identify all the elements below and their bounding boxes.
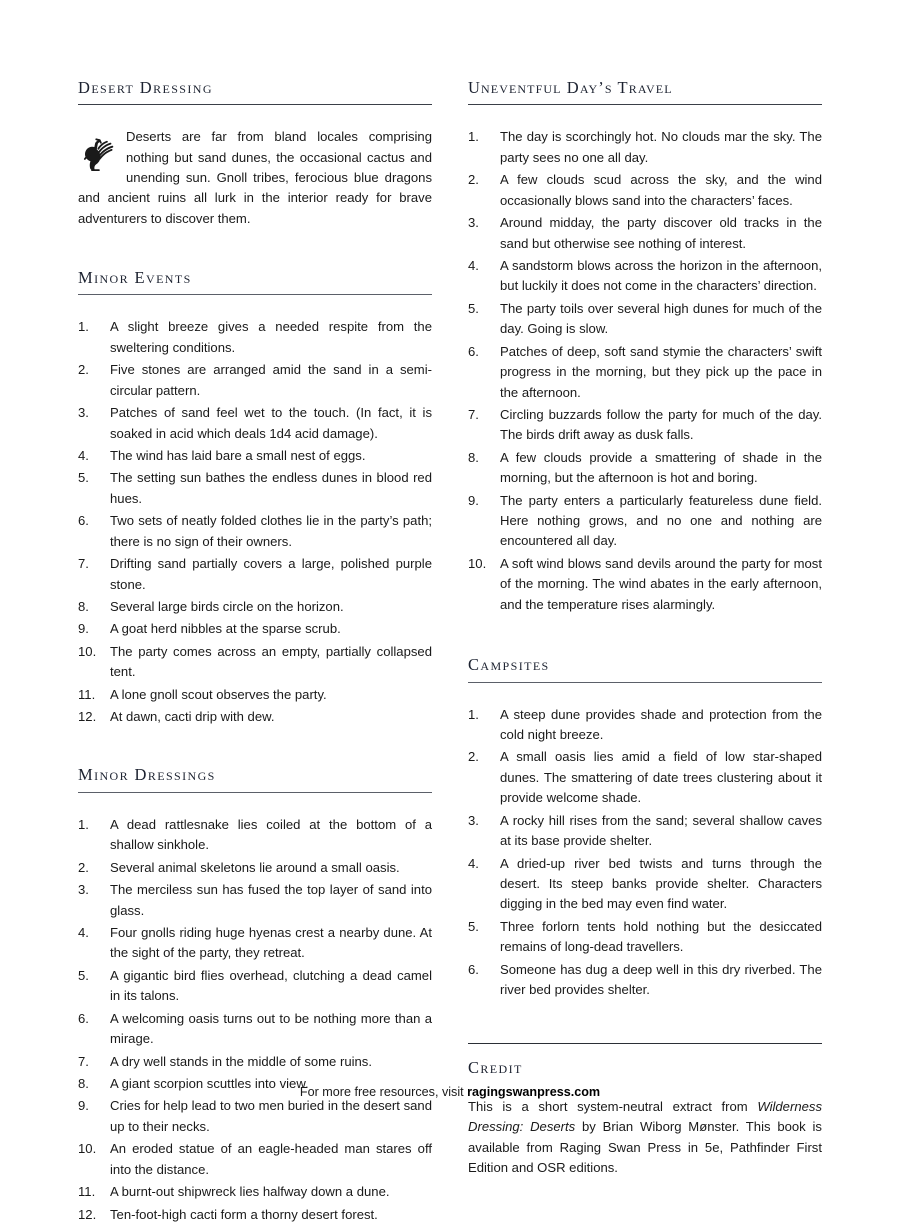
list-item: Patches of deep, soft sand stymie the characters’ swift progress in the morning, but they pick up the pace in the afternoon. (500, 343, 822, 400)
list-item: The wind has laid bare a small nest of eggs. (110, 447, 366, 463)
list-item: Someone has dug a deep well in this dry riverbed. The river bed provides shelter. (500, 961, 822, 998)
list-item: A welcoming oasis turns out to be nothing more than a mirage. (110, 1010, 432, 1047)
list-item: An eroded statue of an eagle-headed man stares off into the distance. (110, 1141, 432, 1177)
list-item: A soft wind blows sand devils around the party for most of the morning. The wind abates in the early afternoon, and the temperature rises alarmingly. (500, 555, 822, 612)
list-item: Two sets of neatly folded clothes lie in the party’s path; there is no sign of their owners. (110, 513, 432, 549)
list-item: The party enters a particularly featureless dune field. Here nothing grows, and no one and nothing are encountered all day. (500, 492, 822, 549)
list-item: Patches of sand feel wet to the touch. (In fact, it is soaked in acid which deals 1d4 acid damage). (110, 405, 432, 441)
list-item: Several large birds circle on the horizon. (110, 598, 344, 614)
list-item: Three forlorn tents hold nothing but the desiccated remains of long-dead travellers. (500, 918, 822, 955)
list-item: Around midday, the party discover old tracks in the sand but otherwise see nothing of interest. (500, 215, 822, 251)
list-item: A dead rattlesnake lies coiled at the bottom of a shallow sinkhole. (110, 816, 432, 853)
list-item: A steep dune provides shade and protection from the cold night breeze. (500, 706, 822, 743)
list-item: A dry well stands in the middle of some ruins. (110, 1053, 372, 1069)
list-item: Ten-foot-high cacti form a thorny desert forest. (110, 1206, 378, 1222)
list-item: The merciless sun has fused the top layer of sand into glass. (110, 882, 432, 918)
list-item: A lone gnoll scout observes the party. (110, 686, 327, 702)
spacer (78, 729, 432, 765)
list-item: Drifting sand partially covers a large, polished purple stone. (110, 556, 432, 592)
left-column (78, 78, 432, 1227)
minor-events-divider (78, 294, 432, 295)
uneventful-travel-list (468, 127, 822, 615)
minor-dressings-heading: Minor Dressings (78, 765, 216, 785)
desert-dressing-header (78, 78, 432, 105)
list-item: Circling buzzards follow the party for much of the day. The birds drift away as dusk falls. (500, 406, 822, 443)
credit-text-before: This is a short system-neutral extract from (468, 1099, 758, 1115)
two-column-layout (78, 78, 822, 1227)
list-item: A dried-up river bed twists and turns through the desert. Its steep banks provide shelter. Characters digging in the bed may even find water. (500, 855, 822, 912)
credit-heading: Credit (468, 1057, 523, 1077)
footer-website-link[interactable]: ragingswanpress.com (467, 1085, 601, 1099)
list-item: The party comes across an empty, partially collapsed tent. (110, 643, 432, 680)
list-item: Several animal skeletons lie around a small oasis. (110, 859, 400, 875)
spacer (468, 1003, 822, 1043)
list-item: A sandstorm blows across the horizon in the afternoon, but luckily it does not come in the characters’ direction. (500, 258, 822, 294)
list-item: A small oasis lies amid a field of low star-shaped dunes. The smattering of date trees clustering about it provide welcome shade. (500, 749, 822, 806)
uneventful-travel-divider (468, 104, 822, 105)
uneventful-travel-heading: Uneventful Day’s Travel (468, 78, 673, 97)
minor-dressings-header (78, 765, 432, 792)
minor-dressings-divider (78, 792, 432, 793)
list-item: A few clouds scud across the sky, and the wind occasionally blows sand into the characters’ faces. (500, 172, 822, 208)
minor-dressings-list (78, 815, 432, 1225)
intro-paragraph (78, 127, 432, 228)
list-item: The setting sun bathes the endless dunes in blood red hues. (110, 470, 432, 506)
credit-book-title: Wilderness Dressing: Deserts (468, 1099, 822, 1135)
swan-logo-icon (78, 129, 116, 173)
title-divider (78, 104, 432, 105)
page-footer (0, 1085, 900, 1099)
spacer (468, 1044, 822, 1058)
list-item: The party toils over several high dunes for much of the day. Going is slow. (500, 300, 822, 337)
page-title: Desert Dressing (78, 78, 213, 97)
spacer (468, 617, 822, 655)
list-item: A rocky hill rises from the sand; several shallow caves at its base provide shelter. (500, 812, 822, 849)
campsites-divider (468, 682, 822, 683)
credit-paragraph (468, 1097, 822, 1179)
list-item: The day is scorchingly hot. No clouds mar the sky. The party sees no one all day. (500, 129, 822, 165)
uneventful-travel-header (468, 78, 822, 105)
list-item: A burnt-out shipwreck lies halfway down a dune. (110, 1184, 390, 1200)
list-item: Four gnolls riding huge hyenas crest a nearby dune. At the sight of the party, they retreat. (110, 925, 432, 961)
footer-prefix: For more free resources, visit (299, 1085, 468, 1099)
list-item: At dawn, cacti drip with dew. (110, 709, 275, 725)
list-item: A slight breeze gives a needed respite from the sweltering conditions. (110, 319, 432, 355)
minor-events-header (78, 268, 432, 295)
campsites-header (468, 655, 822, 682)
list-item: A goat herd nibbles at the sparse scrub. (110, 621, 341, 637)
right-column (468, 78, 822, 1227)
spacer (78, 242, 432, 268)
campsites-heading: Campsites (468, 655, 550, 675)
list-item: Five stones are arranged amid the sand in a semi-circular pattern. (110, 362, 432, 398)
credit-header (468, 1043, 822, 1077)
list-item: Cries for help lead to two men buried in the desert sand up to their necks. (110, 1098, 432, 1134)
list-item: A few clouds provide a smattering of shade in the morning, but the afternoon is hot and boring. (500, 449, 822, 486)
minor-events-list (78, 317, 432, 727)
list-item: A giant scorpion scuttles into view. (110, 1075, 309, 1091)
campsites-list (468, 705, 822, 1001)
list-item: A gigantic bird flies overhead, clutching a dead camel in its talons. (110, 967, 432, 1004)
intro-text: Deserts are far from bland locales comprising nothing but sand dunes, the occasional cactus and unending sun. Gnoll tribes, ferocious blue dragons and ancient ruins all lurk in the interior ready for brave adventurers to discover them. (78, 129, 432, 226)
credit-text-after: by Brian Wiborg Mønster. This book is available from Raging Swan Press in 5e, Pathfinder First Edition and OSR editions. (468, 1119, 822, 1176)
minor-events-heading: Minor Events (78, 267, 192, 287)
